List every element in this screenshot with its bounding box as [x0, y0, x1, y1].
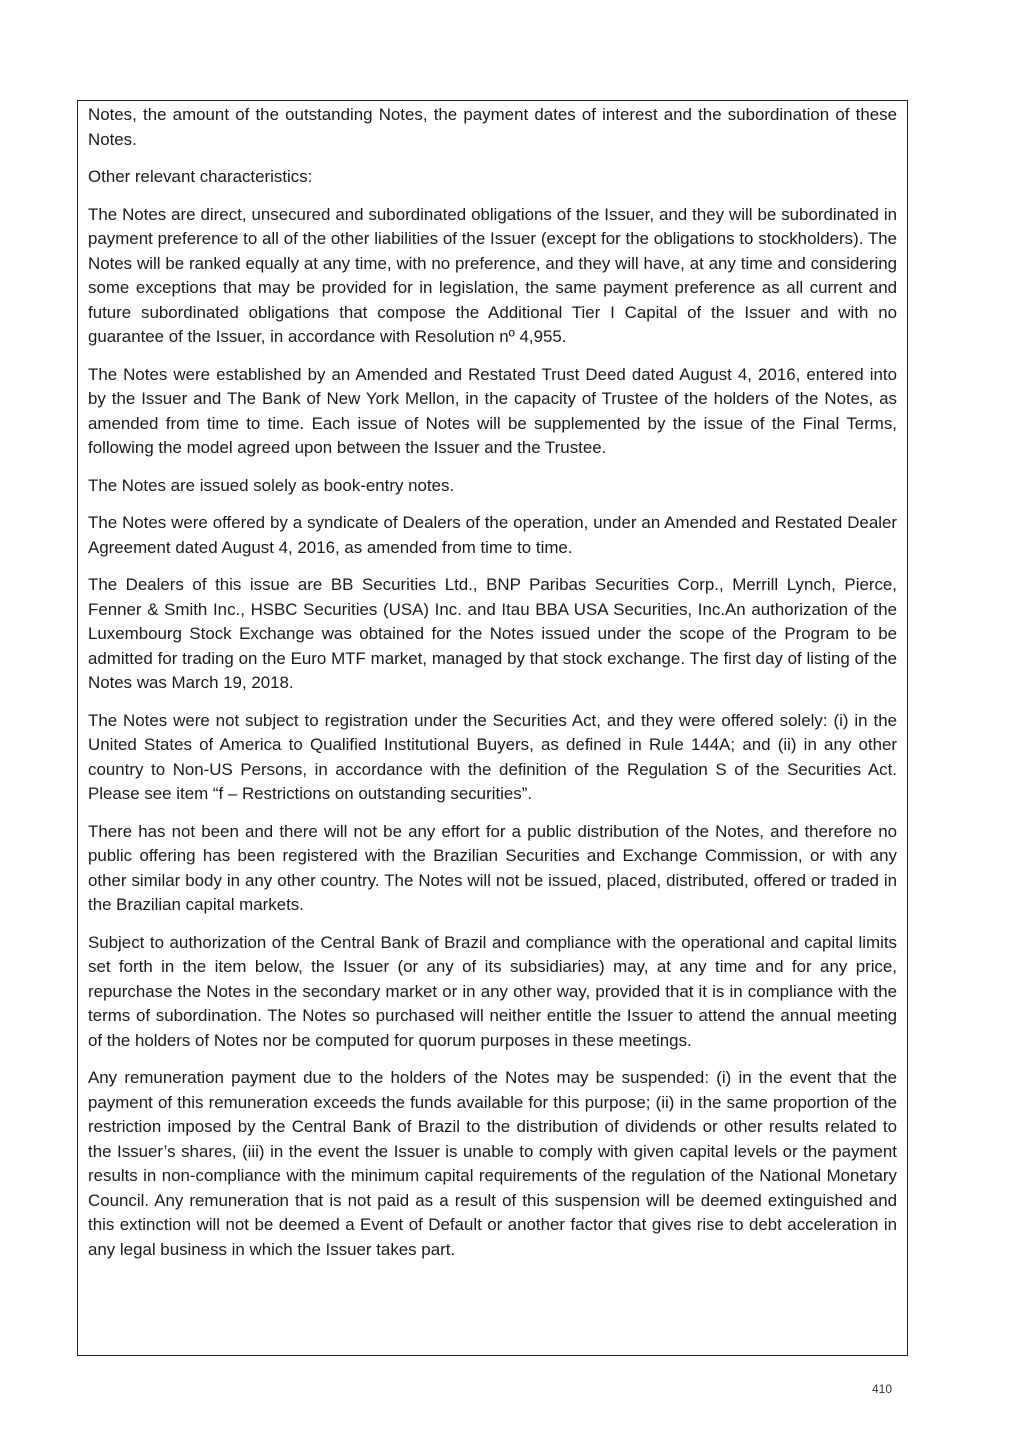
paragraph-notes-summary: Notes, the amount of the outstanding Notes, the payment dates of interest and the subordination of these Notes.	[88, 105, 897, 149]
paragraph-securities-act: The Notes were not subject to registration under the Securities Act, and they were offered solely: (i) in the United States of America to Qualified Institutional Buyers, as defined in Rule 144A; and (ii) in any other country to Non-US Persons, in accordance with the definition of the Regulation S of the Securities Act. Please see item “f – Restrictions on outstanding securities”.	[88, 710, 897, 803]
paragraph-repurchase: Subject to authorization of the Central Bank of Brazil and compliance with the operational and capital limits set forth in the item below, the Issuer (or any of its subsidiaries) may, at any time and for any price, repurchase the Notes in the secondary market or in any other way, provided that it is in compliance with the terms of subordination. The Notes so purchased will neither entitle the Issuer to attend the annual meeting of the holders of Notes nor be computed for quorum purposes in these meetings.	[88, 932, 897, 1050]
paragraph-dealers-listing: The Dealers of this issue are BB Securities Ltd., BNP Paribas Securities Corp., Merrill Lynch, Pierce, Fenner & Smith Inc., HSBC Securities (USA) Inc. and Itau BBA USA Securities, Inc.An authorization of the Luxembourg Stock Exchange was obtained for the Notes issued under the scope of the Program to be admitted for trading on the Euro MTF market, managed by that stock exchange. The first day of listing of the Notes was March 19, 2018.	[88, 575, 897, 692]
paragraph-public-distribution: There has not been and there will not be any effort for a public distribution of the Notes, and therefore no public offering has been registered with the Brazilian Securities and Exchange Commission, or with any other similar body in any other country. The Notes will not be issued, placed, distributed, offered or traded in the Brazilian capital markets.	[88, 821, 897, 914]
paragraph-remuneration-suspension: Any remuneration payment due to the holders of the Notes may be suspended: (i) in the event that the payment of this remuneration exceeds the funds available for this purpose; (ii) in the same proportion of the restriction imposed by the Central Bank of Brazil to the distribution of dividends or other results related to the Issuer’s shares, (iii) in the event the Issuer is unable to comply with given capital levels or the payment results in non-compliance with the minimum capital requirements of the regulation of the National Monetary Council. Any remuneration that is not paid as a result of this suspension will be deemed extinguished and this extinction will not be deemed a Event of Default or another factor that gives rise to debt acceleration in any legal business in which the Issuer takes part.	[88, 1068, 897, 1259]
content-box	[77, 100, 908, 1356]
page-number: 410	[871, 1382, 892, 1396]
paragraph-subordination: The Notes are direct, unsecured and subordinated obligations of the Issuer, and they will be subordinated in payment preference to all of the other liabilities of the Issuer (except for the obligations to stockholders). The Notes will be ranked equally at any time, with no preference, and they will have, at any time and considering some exceptions that may be provided for in legislation, the same payment preference as all current and future subordinated obligations that compose the Additional Tier I Capital of the Issuer and with no guarantee of the Issuer, in accordance with Resolution nº 4,955.	[88, 204, 897, 346]
paragraph-trust-deed: The Notes were established by an Amended and Restated Trust Deed dated August 4, 2016, entered into by the Issuer and The Bank of New York Mellon, in the capacity of Trustee of the holders of the Notes, as amended from time to time. Each issue of Notes will be supplemented by the issue of the Final Terms, following the model agreed upon between the Issuer and the Trustee.	[88, 364, 897, 457]
paragraph-dealer-agreement: The Notes were offered by a syndicate of Dealers of the operation, under an Amended and Restated Dealer Agreement dated August 4, 2016, as amended from time to time.	[88, 513, 897, 557]
paragraph-book-entry: The Notes are issued solely as book-entry notes.	[88, 475, 455, 495]
paragraph-other-characteristics-heading: Other relevant characteristics:	[88, 167, 313, 186]
